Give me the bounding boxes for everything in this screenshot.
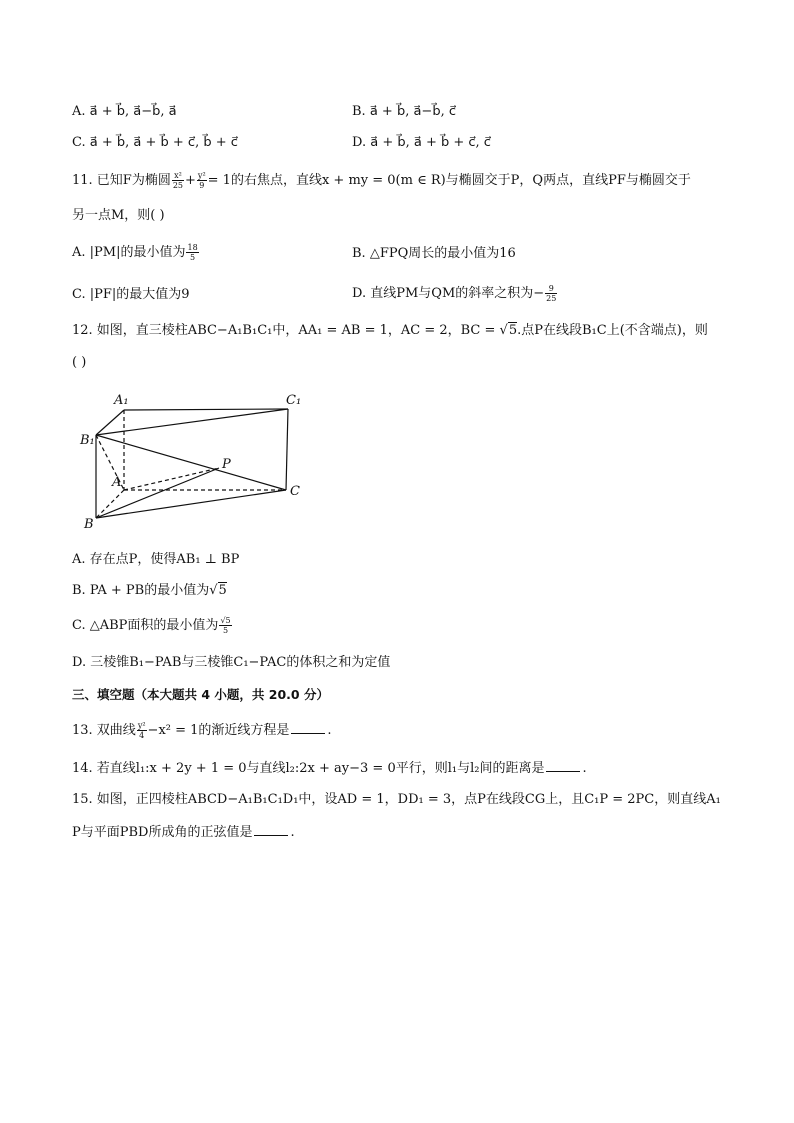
q10-option-b: B. a⃗ + b⃗, a⃗−b⃗, c⃗: [352, 104, 456, 119]
q14-answer-blank[interactable]: [546, 759, 580, 772]
prism-figure: [76, 388, 316, 534]
q12-option-c-text: C. △ABP面积的最小值为: [72, 618, 219, 633]
q11-option-d-text: D. 直线PM与QM的斜率之积为−: [352, 286, 545, 301]
q12-option-b-sqrt: 5: [218, 583, 227, 598]
q12-sqrt-value: 5: [508, 323, 518, 338]
q14-text: 14. 若直线l₁:x + 2y + 1 = 0与直线l₂:2x + ay−3 = 0平行，则l₁与l₂间的距离是: [72, 761, 545, 776]
edge-b1c1: [96, 409, 288, 435]
frac-numerator: 9: [545, 284, 557, 294]
label-b1: B₁: [80, 433, 95, 448]
q15-line2: [72, 823, 295, 842]
q11-stem-line1: [72, 171, 691, 190]
label-p: P: [222, 457, 231, 472]
q15-answer-blank[interactable]: [254, 823, 288, 836]
q10-option-d: D. a⃗ + b⃗, a⃗ + b⃗ + c⃗, c⃗: [352, 135, 491, 150]
frac-numerator: y²: [197, 171, 206, 180]
q12-stem-part2: .点P在线段B₁C上(不含端点)，则: [517, 323, 708, 338]
q13-period: .: [327, 723, 332, 738]
q10-option-c: C. a⃗ + b⃗, a⃗ + b⃗ + c⃗, b⃗ + c⃗: [72, 135, 238, 150]
label-c: C: [290, 484, 300, 499]
edge-a1c1: [124, 409, 288, 410]
q13-frac: [137, 721, 147, 740]
q13-text-part2: −x² = 1的渐近线方程是: [147, 723, 290, 738]
q12-option-b-text: B. PA + PB的最小值为: [72, 583, 210, 598]
frac-denominator: 25: [546, 294, 557, 303]
label-c1: C₁: [286, 393, 302, 408]
frac-numerator: √5: [220, 616, 231, 625]
q12-stem-line2: ( ): [72, 355, 87, 370]
edge-bc: [96, 490, 286, 518]
frac-denominator: 25: [172, 181, 184, 190]
q13-line: [72, 721, 332, 740]
q15-period: .: [290, 825, 295, 840]
q11-option-a: [72, 243, 200, 262]
edge-ab-hidden: [96, 490, 124, 518]
frac-denominator: 5: [190, 253, 196, 262]
q11-option-d: [352, 284, 558, 303]
q11-stem-part2: = 1的右焦点，直线x + my = 0(m ∈ R)与椭圆交于P，Q两点，直线PF与椭圆交于: [207, 173, 691, 188]
frac-denominator: 4: [139, 731, 145, 740]
q15-line1: 15. 如图，正四棱柱ABCD−A₁B₁C₁D₁中，设AD = 1，DD₁ = 3，点P在线段CG上，且C₁P = 2PC，则直线A₁: [72, 792, 721, 807]
q14-period: .: [582, 761, 587, 776]
q12-option-b: B. PA + PB的最小值为√5: [72, 583, 227, 598]
q12-option-c: [72, 616, 233, 635]
frac-numerator: 18: [187, 243, 198, 252]
label-a1: A₁: [114, 393, 129, 408]
q11-option-b: B. △FPQ周长的最小值为16: [352, 246, 516, 261]
q11-stem-part1: 11. 已知F为椭圆: [72, 173, 171, 188]
frac-numerator: x²: [172, 171, 184, 181]
section-heading: 三、填空题（本大题共 4 小题，共 20.0 分）: [72, 687, 329, 702]
q11-plus: +: [185, 173, 196, 188]
q10-option-a: A. a⃗ + b⃗, a⃗−b⃗, a⃗: [72, 104, 177, 119]
q12-option-a: A. 存在点P，使得AB₁ ⊥ BP: [72, 552, 240, 567]
q12-stem-line1: 12. 如图，直三棱柱ABC−A₁B₁C₁中，AA₁ = AB = 1，AC = 2，BC = √5.点P在线段B₁C上(不含端点)，则: [72, 323, 708, 338]
q11-ellipse-frac-x: [172, 171, 184, 190]
q11-ellipse-frac-y: [197, 171, 207, 190]
q11-option-a-text: A. |PM|的最小值为: [72, 245, 186, 260]
q11-option-d-frac: [545, 284, 557, 303]
q12-option-d: D. 三棱锥B₁−PAB与三棱锥C₁−PAC的体积之和为定值: [72, 655, 391, 670]
edge-c1c: [286, 409, 288, 490]
q11-option-a-frac: [186, 243, 198, 262]
q12-stem-part1: 12. 如图，直三棱柱ABC−A₁B₁C₁中，AA₁ = AB = 1，AC = 2，BC =: [72, 323, 500, 338]
q12-option-c-frac: [219, 616, 231, 635]
q14-line: [72, 759, 587, 778]
frac-numerator: y²: [137, 721, 146, 730]
q11-stem-line2: 另一点M，则( ): [72, 208, 165, 223]
frac-denominator: 9: [199, 181, 205, 190]
label-a: A: [112, 475, 122, 490]
q11-option-c: C. |PF|的最大值为9: [72, 287, 190, 302]
label-b: B: [84, 517, 94, 532]
frac-denominator: 5: [222, 626, 229, 635]
q15-text: P与平面PBD所成角的正弦值是: [72, 825, 253, 840]
q13-text-part1: 13. 双曲线: [72, 723, 136, 738]
q13-answer-blank[interactable]: [291, 721, 325, 734]
